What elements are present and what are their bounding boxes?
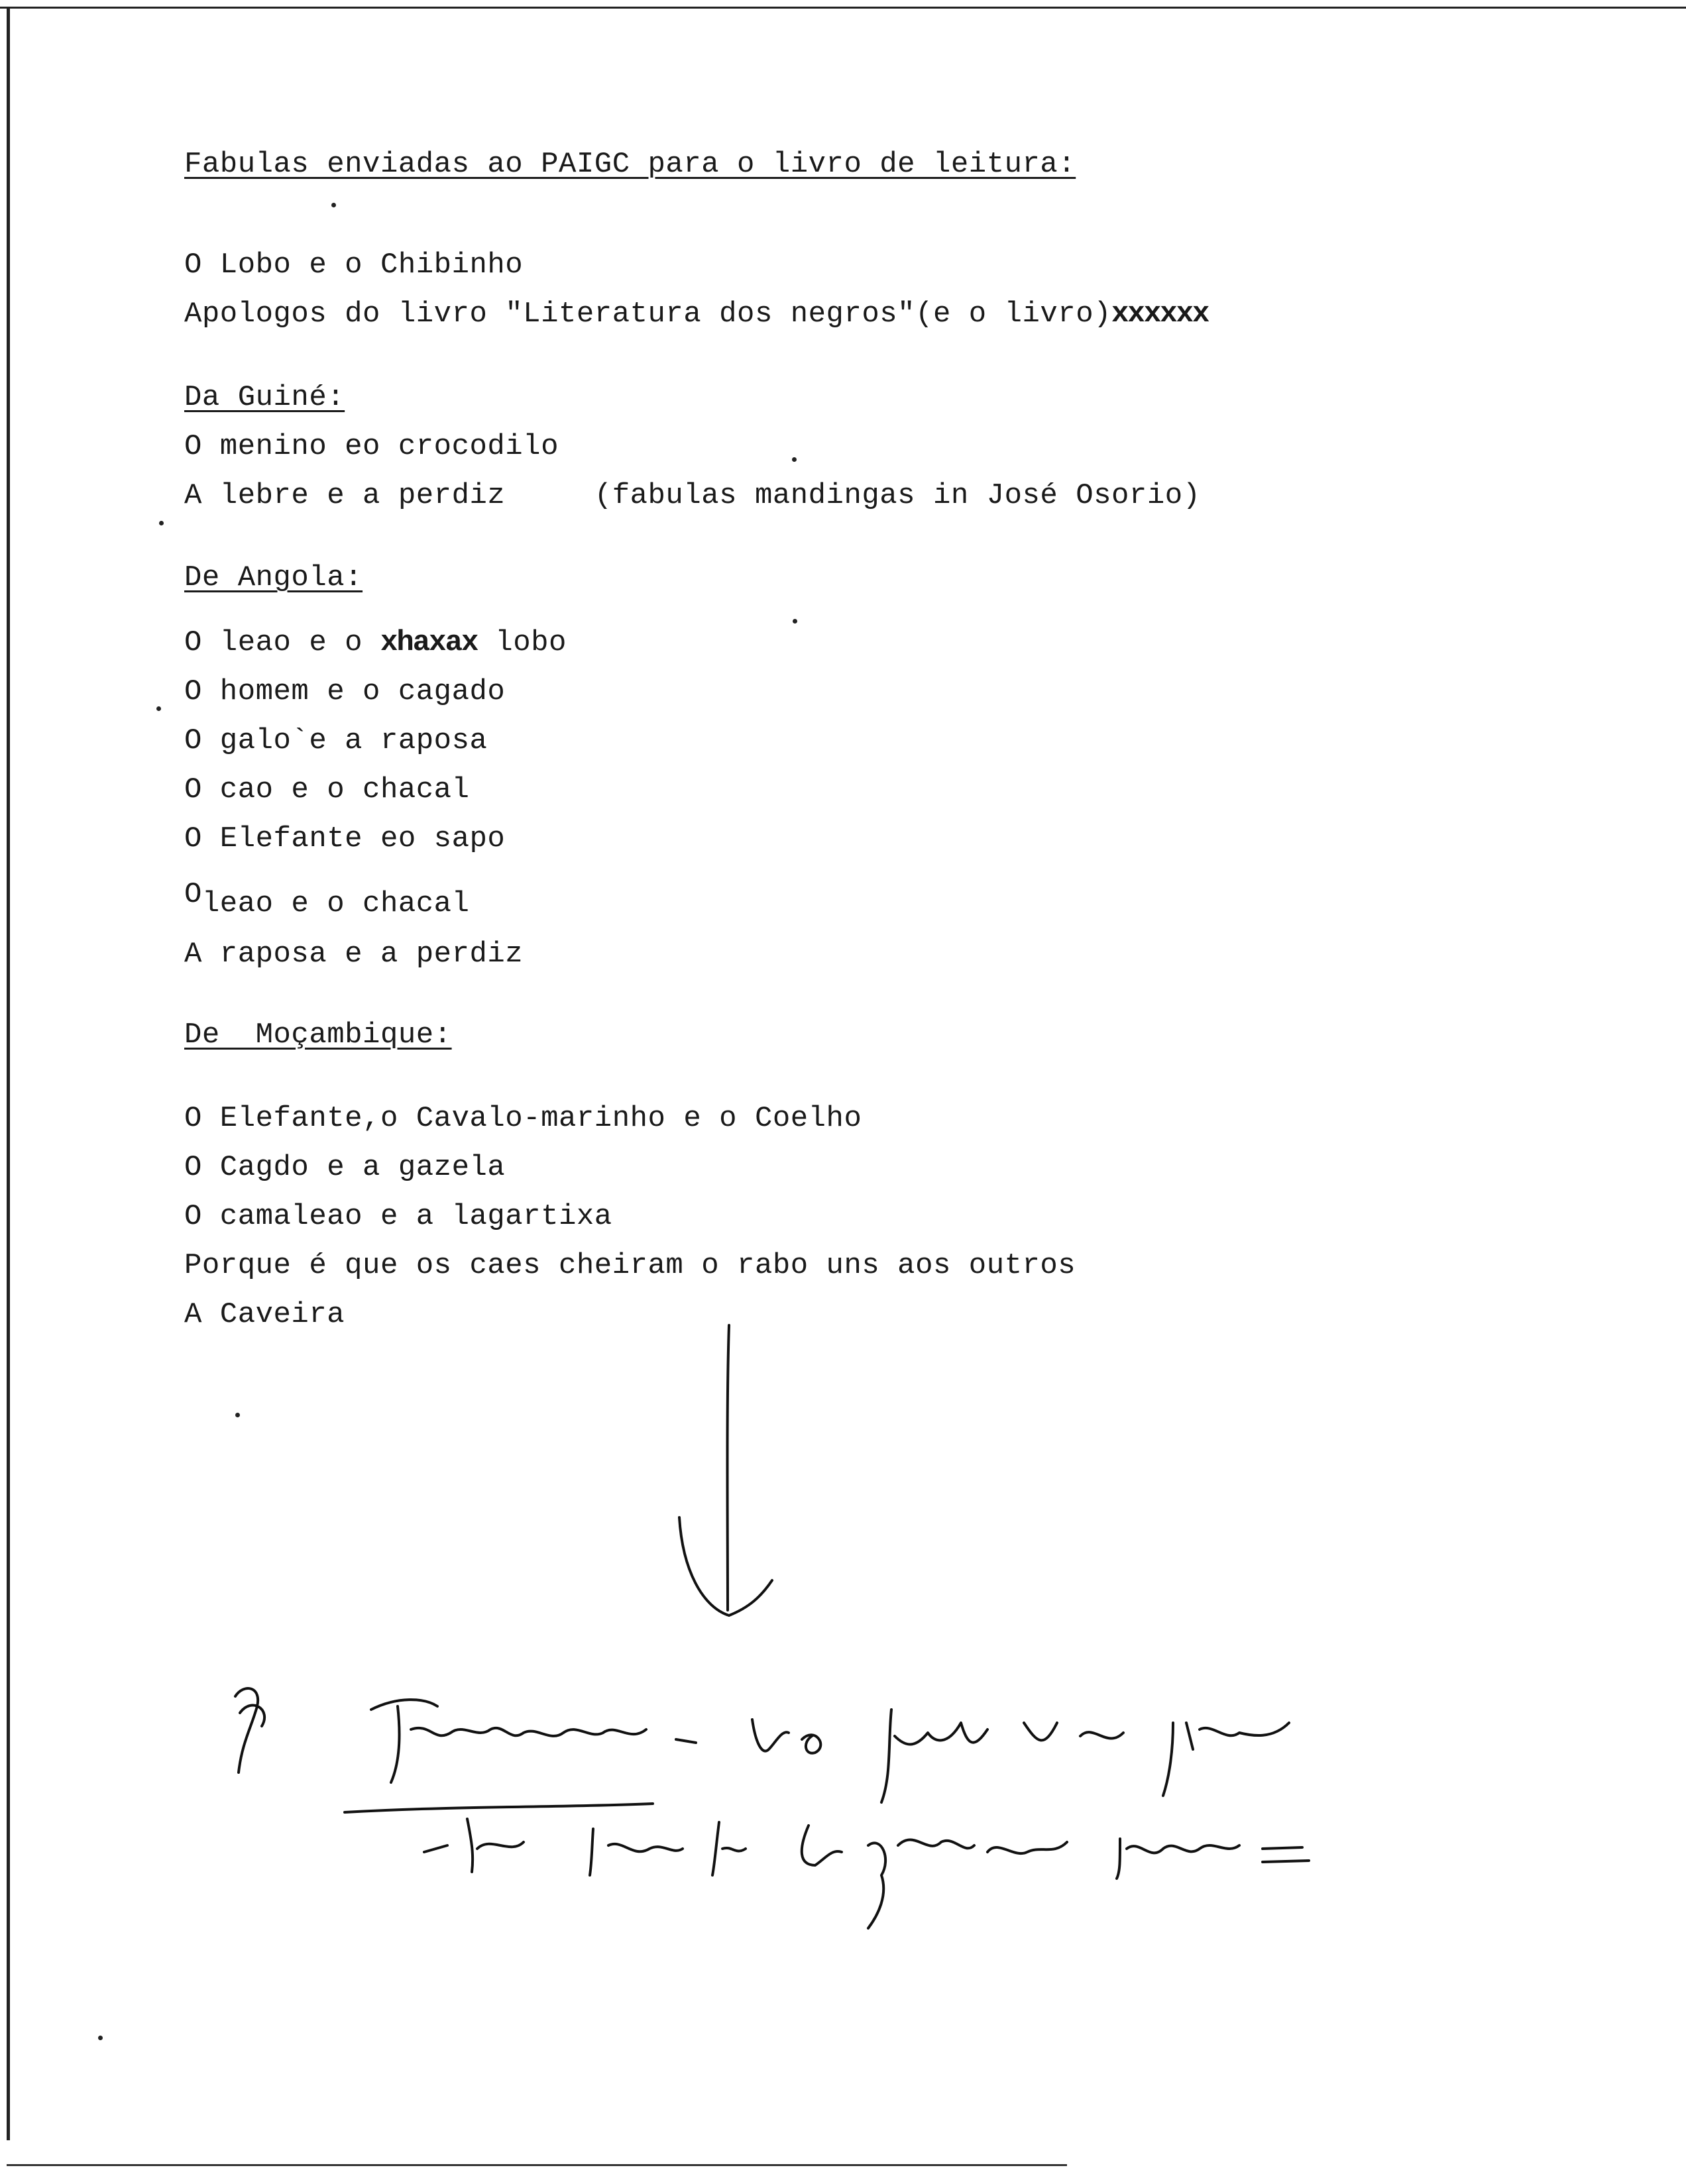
section-title-guine: Da Guiné: — [184, 381, 345, 414]
handwritten-note-line2 — [424, 1819, 1309, 1928]
list-item: O Elefante,o Cavalo-marinho e o Coelho — [184, 1102, 862, 1135]
list-item: O homem e o cagado — [184, 675, 506, 708]
item-text: Apologos do livro "Literatura dos negros"(e o livro) — [184, 298, 1112, 331]
item-text: leao e o chacal — [201, 887, 470, 920]
list-item: A lebre e a perdiz (fabulas mandingas in José Osorio) — [184, 479, 1201, 512]
list-item: O cao e o chacal — [184, 773, 470, 806]
list-item: O menino eo crocodilo — [184, 430, 559, 463]
item-text: O leao e o — [184, 626, 380, 659]
list-item: A raposa e a perdiz — [184, 938, 524, 971]
list-item: O galo`e a raposa — [184, 724, 488, 757]
item-text: lobo — [477, 626, 567, 659]
struck-text: xxxxxx — [1111, 298, 1209, 331]
struck-text: xhaxax — [380, 626, 478, 659]
down-arrow — [679, 1325, 772, 1615]
section-title-angola: De Angola: — [184, 561, 363, 594]
list-item: O Elefante eo sapo — [184, 822, 506, 855]
section-title-mocambique: De Moçambique: — [184, 1018, 452, 1052]
list-item: Porque é que os caes cheiram o rabo uns aos outros — [184, 1249, 1076, 1282]
note-underline — [345, 1804, 653, 1812]
list-item: O Lobo e o Chibinho — [184, 248, 524, 282]
list-item: A Caveira — [184, 1298, 345, 1331]
document-heading: Fabulas enviadas ao PAIGC para o livro de leitura: — [184, 148, 1076, 181]
raised-letter: O — [184, 878, 202, 911]
list-item: O Cagdo e a gazela — [184, 1151, 506, 1184]
handwritten-note-line1 — [235, 1688, 1289, 1802]
list-item: O camaleao e a lagartixa — [184, 1200, 612, 1233]
